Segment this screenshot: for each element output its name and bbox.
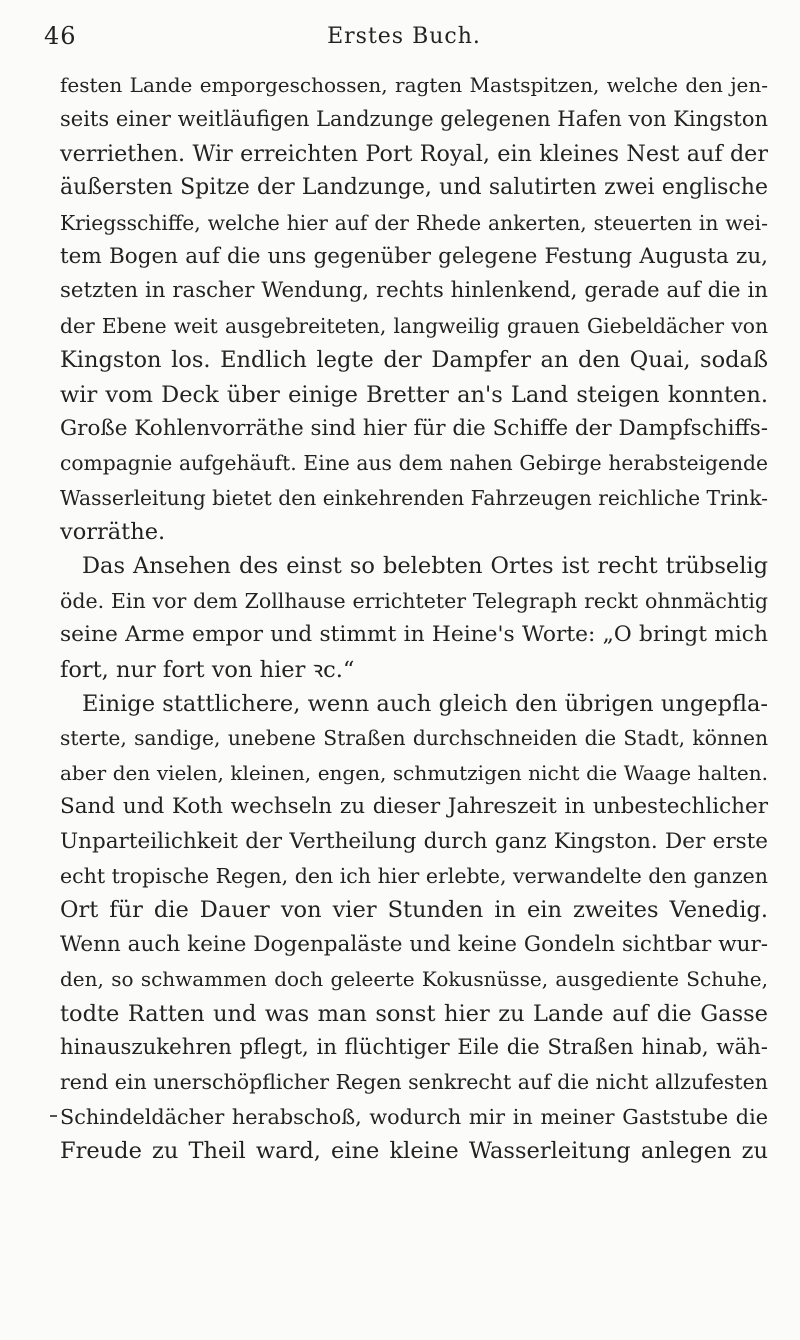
text-line: echt tropische Regen, den ich hier erlebte, verwandelte den ganzen <box>60 863 768 888</box>
text-line: Wasserleitung bietet den einkehrenden Fahrzeugen reichliche Trink- <box>60 485 768 510</box>
text-line: Freude zu Theil ward, eine kleine Wasserleitung anlegen zu <box>60 1138 768 1165</box>
page-header <box>44 22 764 62</box>
text-line: rend ein unerschöpflicher Regen senkrecht auf die nicht allzufesten <box>60 1070 768 1095</box>
text-line: todte Ratten und was man sonst hier zu Lande auf die Gasse <box>60 1000 768 1027</box>
text-line: den, so schwammen doch geleerte Kokusnüsse, ausgediente Schuhe, <box>60 967 768 992</box>
text-line: hinauszukehren pflegt, in flüchtiger Eile die Straßen hinab, wäh- <box>60 1034 768 1060</box>
text-line: Sand und Koth wechseln zu dieser Jahreszeit in unbestechlicher <box>60 794 768 820</box>
margin-mark <box>50 1115 57 1117</box>
text-line: aber den vielen, kleinen, engen, schmutzigen nicht die Waage halten. <box>60 760 768 785</box>
text-line: seine Arme empor und stimmt in Heine's Worte: „O bringt mich <box>60 622 768 648</box>
text-line: setzten in rascher Wendung, rechts hinlenkend, gerade auf die in <box>60 278 768 304</box>
text-line: öde. Ein vor dem Zollhause errichteter Telegraph reckt ohnmächtig <box>60 588 768 613</box>
body-text <box>60 68 768 1169</box>
text-line: Einige stattlichere, wenn auch gleich den übrigen ungepfla- <box>82 691 768 718</box>
text-line: Ort für die Dauer von vier Stunden in ein zweites Venedig. <box>60 897 768 924</box>
text-line: Das Ansehen des einst so belebten Ortes ist recht trübselig <box>82 553 768 580</box>
text-line: Wenn auch keine Dogenpaläste und keine Gondeln sichtbar wur- <box>60 931 768 957</box>
text-line: fort, nur fort von hier ꝛc.“ <box>60 656 355 683</box>
running-title: Erstes Buch. <box>327 24 481 49</box>
text-line: Kingston los. Endlich legte der Dampfer an den Quai, sodaß <box>60 347 768 374</box>
text-line: seits einer weitläufigen Landzunge gelegenen Hafen von Kingston <box>60 107 768 132</box>
text-line: Unparteilichkeit der Vertheilung durch ganz Kingston. Der erste <box>60 828 768 854</box>
text-line: sterte, sandige, unebene Straßen durchschneiden die Stadt, können <box>60 726 768 751</box>
text-line: tem Bogen auf die uns gegenüber gelegene Festung Augusta zu, <box>60 243 768 269</box>
text-line: Große Kohlenvorräthe sind hier für die Schiffe der Dampfschiffs- <box>60 415 769 441</box>
text-line: Kriegsschiffe, welche hier auf der Rhede ankerten, steuerten in wei- <box>60 210 768 235</box>
text-line: wir vom Deck über einige Bretter an's Land steigen konnten. <box>60 381 768 408</box>
text-line: der Ebene weit ausgebreiteten, langweilig grauen Giebeldächer von <box>60 313 768 338</box>
text-line: vorräthe. <box>60 519 166 546</box>
text-line: compagnie aufgehäuft. Eine aus dem nahen Gebirge herabsteigende <box>60 451 768 476</box>
text-line: äußersten Spitze der Landzunge, und salutirten zwei englische <box>60 175 768 201</box>
text-line: festen Lande emporgeschossen, ragten Mastspitzen, welche den jen- <box>60 73 768 97</box>
text-line: verriethen. Wir erreichten Port Royal, ein kleines Nest auf der <box>60 140 768 167</box>
text-line: Schindeldächer herabschoß, wodurch mir in meiner Gaststube die <box>60 1104 768 1129</box>
page-number: 46 <box>44 22 77 50</box>
